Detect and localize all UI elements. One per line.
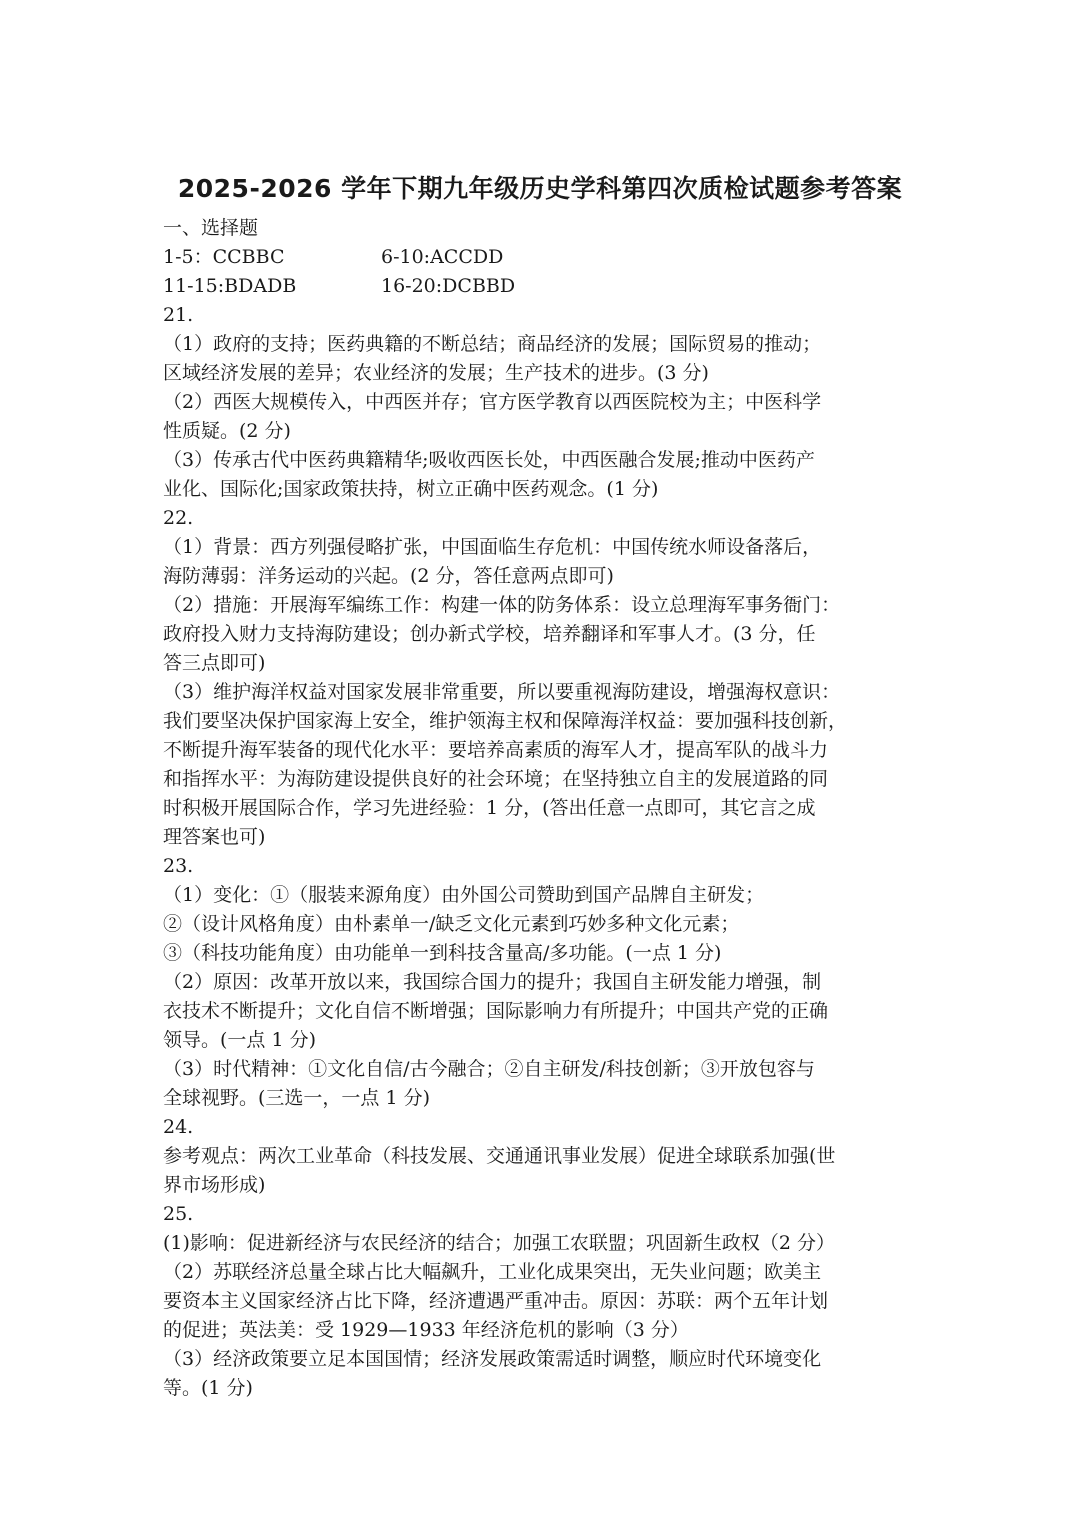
choice-answers-6-10: 6-10:ACCDD [381, 246, 504, 268]
multiple-choice-row [163, 243, 923, 272]
answer-line: 业化、国际化;国家政策扶持，树立正确中医药观念。(1 分) [163, 478, 659, 500]
section-heading: 一、选择题 [163, 217, 259, 239]
multiple-choice-row [163, 272, 923, 301]
answer-lines [163, 301, 923, 1403]
answer-line: 参考观点：两次工业革命（科技发展、交通通讯事业发展）促进全球联系加强(世 [163, 1145, 836, 1167]
answer-line: 24. [163, 1116, 194, 1138]
answer-line: 衣技术不断提升；文化自信不断增强；国际影响力有所提升；中国共产党的正确 [163, 1000, 829, 1022]
answer-line: 要资本主义国家经济占比下降，经济遭遇严重冲击。原因：苏联：两个五年计划 [163, 1290, 829, 1312]
choice-answers-1-5: 1-5：CCBBC [163, 246, 285, 268]
answer-line: ③（科技功能角度）由功能单一到科技含量高/多功能。(一点 1 分) [163, 942, 722, 964]
answer-line: （2）西医大规模传入，中西医并存；官方医学教育以西医院校为主；中医科学 [163, 391, 822, 413]
answer-line: （3）维护海洋权益对国家发展非常重要，所以要重视海防建设，增强海权意识： [163, 681, 841, 703]
answer-line: 的促进；英法美：受 1929—1933 年经济危机的影响（3 分） [163, 1319, 689, 1341]
answer-line: 22. [163, 507, 194, 529]
answer-line: （3）时代精神：①文化自信/古今融合；②自主研发/科技创新；③开放包容与 [163, 1058, 815, 1080]
answer-line: 和指挥水平：为海防建设提供良好的社会环境；在坚持独立自主的发展道路的同 [163, 768, 829, 790]
answer-line: 我们要坚决保护国家海上安全，维护领海主权和保障海洋权益：要加强科技创新， [163, 710, 848, 732]
answer-line: 理答案也可) [163, 826, 266, 848]
answer-line: （3）传承古代中医药典籍精华;吸收西医长处，中西医融合发展;推动中医药产 [163, 449, 815, 471]
answer-line: （1）政府的支持；医药典籍的不断总结；商品经济的发展；国际贸易的推动； [163, 333, 822, 355]
answer-line: （2）苏联经济总量全球占比大幅飙升，工业化成果突出，无失业问题；欧美主 [163, 1261, 822, 1283]
answer-line: 25. [163, 1203, 194, 1225]
answer-line: 时积极开展国际合作，学习先进经验：1 分，(答出任意一点即可，其它言之成 [163, 797, 816, 819]
answer-line: （3）经济政策要立足本国国情；经济发展政策需适时调整，顺应时代环境变化 [163, 1348, 822, 1370]
choice-answers-16-20: 16-20:DCBBD [381, 275, 516, 297]
answer-line: （2）原因：改革开放以来，我国综合国力的提升；我国自主研发能力增强，制 [163, 971, 822, 993]
answer-line: (1)影响：促进新经济与农民经济的结合；加强工农联盟；巩固新生政权（2 分） [163, 1232, 836, 1254]
answer-line: （2）措施：开展海军编练工作：构建一体的防务体系：设立总理海军事务衙门： [163, 594, 841, 616]
answer-line: （1）背景：西方列强侵略扩张，中国面临生存危机：中国传统水师设备落后， [163, 536, 822, 558]
answer-line: ②（设计风格角度）由朴素单一/缺乏文化元素到巧妙多种文化元素； [163, 913, 740, 935]
answer-body [163, 214, 923, 1403]
answer-line: 海防薄弱：洋务运动的兴起。(2 分，答任意两点即可) [163, 565, 614, 587]
answer-line: （1）变化：①（服装来源角度）由外国公司赞助到国产品牌自主研发； [163, 884, 765, 906]
document-title: 2025-2026 学年下期九年级历史学科第四次质检试题参考答案 [177, 174, 903, 203]
answer-line: 答三点即可) [163, 652, 266, 674]
choice-answers-11-15: 11-15:BDADB [163, 275, 297, 297]
answer-line: 21. [163, 304, 194, 326]
answer-line: 不断提升海军装备的现代化水平：要培养高素质的海军人才，提高军队的战斗力 [163, 739, 829, 761]
answer-line: 区域经济发展的差异；农业经济的发展；生产技术的进步。(3 分) [163, 362, 709, 384]
answer-line: 政府投入财力支持海防建设；创办新式学校，培养翻译和军事人才。(3 分，任 [163, 623, 816, 645]
answer-line: 领导。(一点 1 分) [163, 1029, 316, 1051]
answer-line: 界市场形成) [163, 1174, 266, 1196]
answer-line: 等。(1 分) [163, 1377, 253, 1399]
answer-line: 23. [163, 855, 194, 877]
answer-line: 全球视野。(三选一，一点 1 分) [163, 1087, 430, 1109]
answer-line: 性质疑。(2 分) [163, 420, 291, 442]
